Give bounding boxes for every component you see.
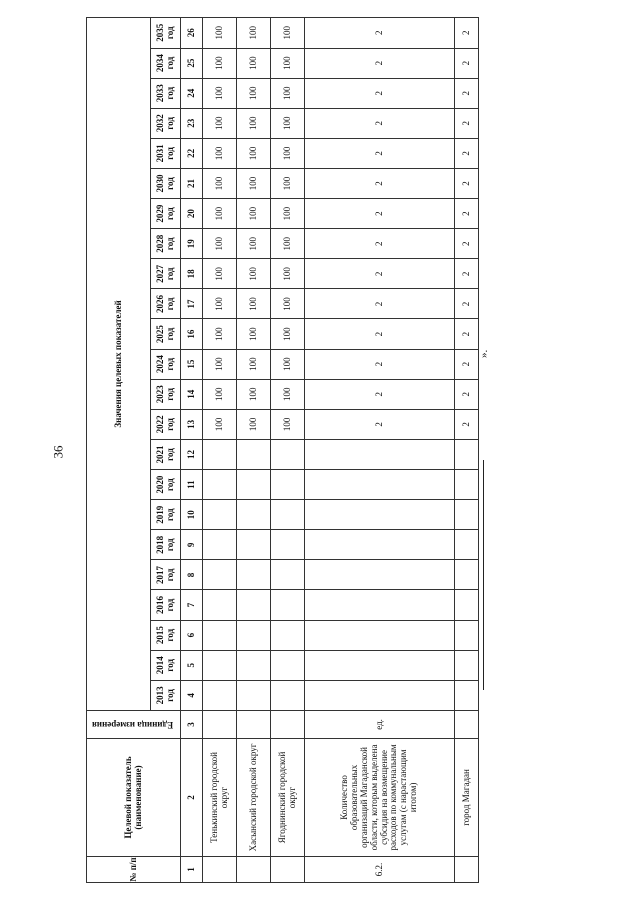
value-cell: 100 (203, 168, 237, 198)
year-header: 2025 год (151, 319, 181, 349)
value-cell (271, 560, 305, 590)
row-number (237, 857, 271, 883)
closing-line (483, 460, 484, 690)
value-cell (455, 560, 479, 590)
value-cell (305, 620, 455, 650)
value-cell: 100 (237, 199, 271, 229)
value-cell: 100 (271, 18, 305, 49)
value-cell: 2 (305, 108, 455, 138)
value-cell: 2 (455, 409, 479, 439)
column-number: 8 (181, 560, 203, 590)
value-cell: 100 (237, 138, 271, 168)
indicators-table-frame (86, 17, 471, 883)
value-cell: 100 (203, 319, 237, 349)
indicator-name: Ягоднинский городской округ (271, 738, 305, 856)
value-cell: 2 (455, 18, 479, 49)
value-cell: 2 (305, 379, 455, 409)
year-header: 2035 год (151, 18, 181, 49)
value-cell: 2 (455, 379, 479, 409)
value-cell: 100 (203, 199, 237, 229)
value-cell (455, 650, 479, 680)
value-cell (271, 500, 305, 530)
column-number-row (181, 18, 203, 883)
value-cell: 100 (237, 379, 271, 409)
value-cell: 100 (271, 289, 305, 319)
row-number: 6.2. (305, 857, 455, 883)
indicator-name: Количество образовательных организаций Магаданской области, которым выделена субсидия на возмещение расходов по коммунальным услугам (с нарастающим итогом) (305, 738, 455, 856)
value-cell (305, 680, 455, 710)
value-cell (203, 590, 237, 620)
value-cell: 100 (203, 78, 237, 108)
value-cell (203, 530, 237, 560)
value-cell: 100 (271, 319, 305, 349)
value-cell: 100 (237, 259, 271, 289)
column-number: 12 (181, 439, 203, 469)
table-row (305, 18, 455, 883)
value-cell: 2 (455, 229, 479, 259)
value-cell: 100 (237, 229, 271, 259)
year-header: 2034 год (151, 48, 181, 78)
value-cell: 100 (271, 138, 305, 168)
value-cell: 2 (455, 199, 479, 229)
value-cell: 2 (305, 168, 455, 198)
indicator-name: город Магадан (455, 738, 479, 856)
value-cell (271, 590, 305, 620)
value-cell: 2 (455, 138, 479, 168)
year-header: 2015 год (151, 620, 181, 650)
value-cell: 2 (455, 289, 479, 319)
year-header: 2033 год (151, 78, 181, 108)
value-cell (237, 620, 271, 650)
value-cell: 2 (305, 259, 455, 289)
year-header: 2029 год (151, 199, 181, 229)
page-number: 36 (50, 445, 66, 459)
value-cell: 100 (271, 48, 305, 78)
value-cell: 100 (271, 349, 305, 379)
table-row (455, 18, 479, 883)
value-cell: 100 (237, 168, 271, 198)
value-cell: 100 (271, 78, 305, 108)
value-cell (203, 680, 237, 710)
value-cell: 100 (237, 409, 271, 439)
value-cell (455, 620, 479, 650)
value-cell: 100 (271, 409, 305, 439)
value-cell (203, 470, 237, 500)
year-header: 2026 год (151, 289, 181, 319)
value-cell (237, 439, 271, 469)
column-number: 13 (181, 409, 203, 439)
value-cell: 100 (203, 259, 237, 289)
column-number: 15 (181, 349, 203, 379)
value-cell: 100 (203, 48, 237, 78)
value-cell: 2 (305, 199, 455, 229)
value-cell: 2 (305, 48, 455, 78)
value-cell: 100 (271, 199, 305, 229)
column-number: 21 (181, 168, 203, 198)
column-number: 1 (181, 857, 203, 883)
value-cell (455, 439, 479, 469)
column-number: 23 (181, 108, 203, 138)
header-values-group: Значения целевых показателей (87, 18, 151, 711)
year-header: 2019 год (151, 500, 181, 530)
value-cell: 2 (455, 319, 479, 349)
column-number: 2 (181, 738, 203, 856)
value-cell (305, 439, 455, 469)
value-cell: 100 (237, 78, 271, 108)
unit-cell (455, 710, 479, 738)
column-number: 3 (181, 710, 203, 738)
value-cell (237, 650, 271, 680)
header-unit (87, 710, 181, 738)
column-number: 17 (181, 289, 203, 319)
value-cell (305, 500, 455, 530)
value-cell (271, 680, 305, 710)
column-number: 10 (181, 500, 203, 530)
unit-cell (203, 710, 237, 738)
value-cell: 100 (203, 349, 237, 379)
year-header: 2016 год (151, 590, 181, 620)
header-indicator: Целевой показатель (наименование) (87, 738, 181, 856)
value-cell: 2 (455, 259, 479, 289)
value-cell (203, 650, 237, 680)
column-number: 11 (181, 470, 203, 500)
column-number: 20 (181, 199, 203, 229)
value-cell (305, 650, 455, 680)
value-cell: 100 (203, 409, 237, 439)
value-cell (305, 530, 455, 560)
value-cell: 2 (305, 229, 455, 259)
value-cell (203, 560, 237, 590)
column-number: 26 (181, 18, 203, 49)
unit-cell (271, 710, 305, 738)
value-cell (237, 470, 271, 500)
column-number: 5 (181, 650, 203, 680)
value-cell: 100 (271, 229, 305, 259)
value-cell: 2 (305, 289, 455, 319)
value-cell: 100 (271, 168, 305, 198)
value-cell (455, 500, 479, 530)
value-cell: 2 (305, 78, 455, 108)
value-cell: 2 (455, 168, 479, 198)
table-body (203, 18, 479, 883)
table-row (237, 18, 271, 883)
year-header: 2018 год (151, 530, 181, 560)
value-cell: 100 (271, 379, 305, 409)
indicator-name: Хасынский городской округ (237, 738, 271, 856)
value-cell: 100 (237, 319, 271, 349)
value-cell (271, 439, 305, 469)
value-cell (455, 590, 479, 620)
value-cell: 100 (237, 18, 271, 49)
unit-cell (237, 710, 271, 738)
value-cell: 2 (305, 319, 455, 349)
value-cell: 100 (237, 289, 271, 319)
column-number: 14 (181, 379, 203, 409)
value-cell (237, 560, 271, 590)
column-number: 25 (181, 48, 203, 78)
value-cell (305, 590, 455, 620)
value-cell: 2 (305, 409, 455, 439)
value-cell: 100 (203, 229, 237, 259)
value-cell: 100 (203, 138, 237, 168)
value-cell (271, 530, 305, 560)
value-cell: 2 (305, 138, 455, 168)
year-header: 2024 год (151, 349, 181, 379)
value-cell: 100 (271, 259, 305, 289)
value-cell (305, 560, 455, 590)
column-number: 22 (181, 138, 203, 168)
value-cell (455, 530, 479, 560)
table-row (203, 18, 237, 883)
year-header: 2030 год (151, 168, 181, 198)
value-cell (237, 680, 271, 710)
value-cell: 100 (203, 18, 237, 49)
column-number: 16 (181, 319, 203, 349)
row-number (271, 857, 305, 883)
value-cell: 100 (203, 289, 237, 319)
value-cell: 2 (455, 78, 479, 108)
value-cell: 100 (237, 108, 271, 138)
header-num: № п/п (87, 857, 181, 883)
value-cell (455, 470, 479, 500)
value-cell (271, 470, 305, 500)
row-number (203, 857, 237, 883)
year-header: 2017 год (151, 560, 181, 590)
column-number: 9 (181, 530, 203, 560)
value-cell (271, 620, 305, 650)
value-cell (203, 439, 237, 469)
column-number: 18 (181, 259, 203, 289)
value-cell: 100 (237, 349, 271, 379)
row-number (455, 857, 479, 883)
unit-cell: ед. (305, 710, 455, 738)
year-header: 2032 год (151, 108, 181, 138)
value-cell: 100 (237, 48, 271, 78)
column-number: 19 (181, 229, 203, 259)
value-cell: 2 (305, 18, 455, 49)
value-cell: 100 (271, 108, 305, 138)
value-cell: 100 (203, 108, 237, 138)
year-header: 2013 год (151, 680, 181, 710)
year-header: 2014 год (151, 650, 181, 680)
year-header: 2022 год (151, 409, 181, 439)
year-header: 2020 год (151, 470, 181, 500)
value-cell (237, 590, 271, 620)
column-number: 24 (181, 78, 203, 108)
year-header: 2031 год (151, 138, 181, 168)
value-cell (237, 530, 271, 560)
value-cell (203, 500, 237, 530)
year-header: 2027 год (151, 259, 181, 289)
value-cell: 2 (455, 48, 479, 78)
table-row (271, 18, 305, 883)
header-unit-text: Единица измерения (91, 720, 173, 731)
value-cell (237, 500, 271, 530)
column-number: 4 (181, 680, 203, 710)
year-header: 2028 год (151, 229, 181, 259)
column-number: 6 (181, 620, 203, 650)
column-number: 7 (181, 590, 203, 620)
value-cell (455, 680, 479, 710)
value-cell: 100 (203, 379, 237, 409)
value-cell: 2 (455, 108, 479, 138)
value-cell: 2 (305, 349, 455, 379)
indicator-name: Тенькинский городской округ (203, 738, 237, 856)
year-header: 2021 год (151, 439, 181, 469)
value-cell (305, 470, 455, 500)
value-cell (203, 620, 237, 650)
year-header: 2023 год (151, 379, 181, 409)
indicators-table (86, 17, 479, 883)
value-cell (271, 650, 305, 680)
value-cell: 2 (455, 349, 479, 379)
closing-quote: ». (478, 349, 490, 358)
